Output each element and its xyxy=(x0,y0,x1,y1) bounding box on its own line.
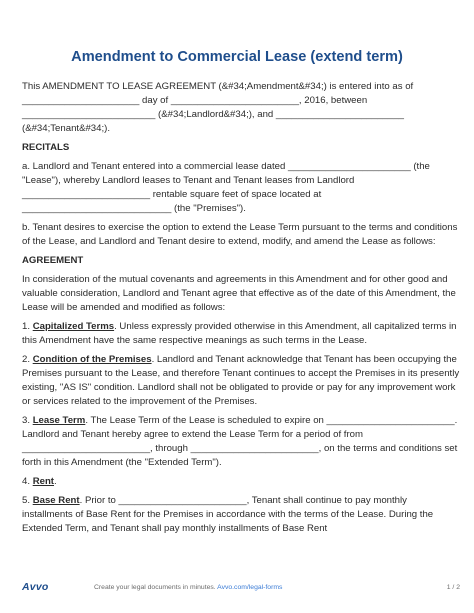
clause-3 xyxy=(22,414,460,470)
page-number: 1 / 2 xyxy=(446,584,460,591)
recital-a: a. Landlord and Tenant entered into a commercial lease dated _______________________ (the "Lease"), whereby Landlord leases to Tenant and Tenant leases from Landlord ________________________ rentable square feet of space located at ____________________________ (the "Premises"). xyxy=(22,161,430,214)
clause-number: 5. xyxy=(22,495,31,506)
page-footer xyxy=(22,581,460,595)
clause-number: 3. xyxy=(22,415,31,426)
footer-tagline xyxy=(94,584,282,591)
clause-number: 1. xyxy=(22,321,31,332)
clause-text: . Prior to ________________________, Tenant shall continue to pay monthly installments of Base Rent for the Premises in accordance with the terms of the Lease. During the Extended Term, and Tenant shall pay monthly installments of Base Rent xyxy=(22,495,434,534)
clause-text: . The Lease Term of the Lease is scheduled to expire on ________________________. Landlord and Tenant hereby agree to extend the Lease Term for a period of from ________________________, through ________________________, on the terms and conditions set forth in this Amendment (the "Extended Term"). xyxy=(22,415,458,468)
clause-number: 2. xyxy=(22,354,31,365)
clause-title: Base Rent xyxy=(32,495,80,506)
recitals-heading: RECITALS xyxy=(22,142,70,153)
clause-text: . Unless expressly provided otherwise in this Amendment, all capitalized terms in this Amendment have the same respective meanings as such terms in the Lease. xyxy=(22,321,457,346)
document-body xyxy=(22,80,460,541)
recital-b: b. Tenant desires to exercise the option to extend the Lease Term pursuant to the terms and conditions of the Lease, and Landlord and Tenant desire to extend, modify, and amend the Lease as follows: xyxy=(22,222,458,247)
avvo-logo: Avvo xyxy=(22,581,49,593)
footer-link[interactable]: Avvo.com/legal-forms xyxy=(217,584,283,591)
clause-title: Lease Term xyxy=(32,415,86,426)
footer-tagline-text: Create your legal documents in minutes. xyxy=(94,584,218,591)
agreement-heading: AGREEMENT xyxy=(22,255,84,266)
clause-text: . Landlord and Tenant acknowledge that Tenant has been occupying the Premises pursuant to the Lease, and therefore Tenant continues to accept the Premises in its presently existing, "AS IS" condition. Landlord shall not be obligated to provide or pay for any improvement work or services related to the improvement of the Premises. xyxy=(22,354,460,407)
intro-paragraph: This AMENDMENT TO LEASE AGREEMENT (&#34;Amendment&#34;) is entered into as of ______________________ day of ________________________, 2016, between _________________________ (&#34;Landlord&#34;), and ________________________ (&#34;Tenant&#34;). xyxy=(22,81,414,134)
clause-title: Capitalized Terms xyxy=(32,321,115,332)
document-title: Amendment to Commercial Lease (extend term) xyxy=(71,49,403,65)
clause-2 xyxy=(22,353,460,409)
clause-number: 4. xyxy=(22,476,31,487)
agreement-intro: In consideration of the mutual covenants and agreements in this Amendment and for other good and valuable consideration, Landlord and Tenant agree that effective as of the date of this Amendment, the Lease will be amended and modified as follows: xyxy=(22,274,456,313)
clause-title: Condition of the Premises xyxy=(32,354,152,365)
clause-text: . xyxy=(54,476,57,487)
clause-5 xyxy=(22,494,460,536)
clause-4 xyxy=(22,475,460,489)
clause-1 xyxy=(22,320,460,348)
clause-title: Rent xyxy=(32,476,55,487)
